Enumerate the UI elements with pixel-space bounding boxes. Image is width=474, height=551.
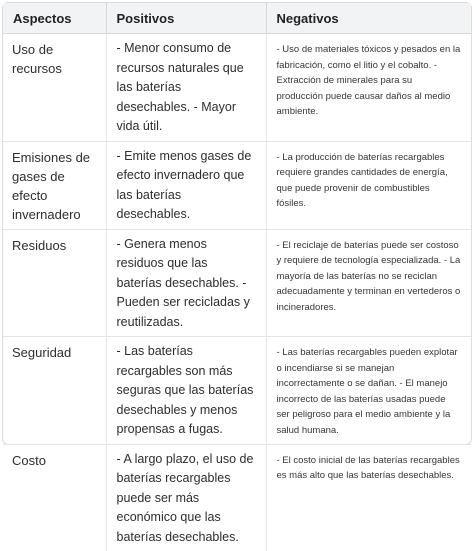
header-negativos: Negativos (266, 3, 471, 34)
aspect-cell: Emisiones de gases de efecto invernadero (3, 141, 106, 229)
table-row (3, 229, 471, 337)
negative-cell: - Uso de materiales tóxicos y pesados en la fabricación, como el litio y el cobalto. - Extracción de minerales para su producción puede causar daños al medio ambiente. (266, 34, 471, 142)
header-positivos: Positivos (106, 3, 266, 34)
header-row (3, 3, 471, 34)
positive-cell: - Emite menos gases de efecto invernadero que las baterías desechables. (106, 141, 266, 229)
table-row (3, 444, 471, 551)
aspect-cell: Costo (12, 452, 46, 468)
aspect-cell: Seguridad (3, 337, 106, 445)
positive-cell: - A largo plazo, el uso de baterías recargables puede ser más económico que las baterías desechables. (106, 444, 266, 551)
comparison-table (3, 3, 471, 551)
aspect-cell: Residuos (3, 229, 106, 337)
aspect-cell: Uso de recursos (3, 34, 106, 142)
positive-cell: - Genera menos residuos que las baterías desechables. - Pueden ser recicladas y reutilizadas. (106, 229, 266, 337)
comparison-table-container (2, 2, 472, 544)
table-row (3, 34, 471, 142)
table-row (3, 141, 471, 229)
negative-cell: - La producción de baterías recargables requiere grandes cantidades de energía, que puede provenir de combustibles fósiles. (266, 141, 471, 229)
positive-cell: - Menor consumo de recursos naturales que las baterías desechables. - Mayor vida útil. (106, 34, 266, 142)
header-aspectos: Aspectos (3, 3, 106, 34)
negative-cell: - Las baterías recargables pueden explotar o incendiarse si se manejan incorrectamente o se dañan. - El manejo incorrecto de las baterías usadas puede ser peligroso para el medio ambiente y la salud humana. (266, 337, 471, 445)
positive-cell: - Las baterías recargables son más seguras que las baterías desechables y menos propensas a fugas. (106, 337, 266, 445)
negative-cell: - El reciclaje de baterías puede ser costoso y requiere de tecnología especializada. - La mayoría de las baterías no se reciclan adecuadamente y terminan en vertederos o incineradores. (266, 229, 471, 337)
table-row (3, 337, 471, 445)
negative-cell: - El costo inicial de las baterías recargables es más alto que las baterías desechables. (266, 444, 471, 551)
